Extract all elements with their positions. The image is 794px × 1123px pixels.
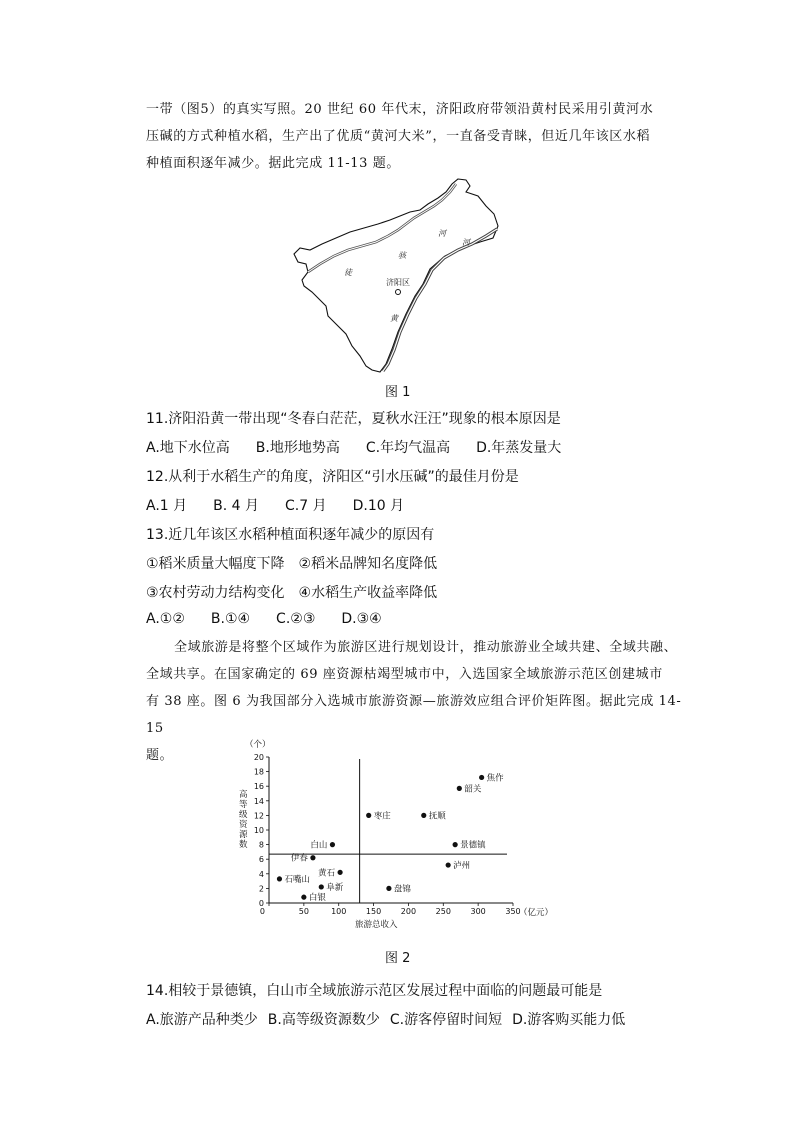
q11-option-b[interactable]: B.地形地势高: [255, 440, 340, 456]
point-label: 枣庄: [373, 811, 391, 822]
intro-line-1: 一带（图5）的真实写照。20 世纪 60 年代末，济阳政府带领沿黄村民采用引黄河水: [146, 102, 654, 117]
point-label: 阜新: [326, 882, 344, 893]
tourism-line-1: 全域旅游是将整个区域作为旅游区进行规划设计，推动旅游业全域共建、全域共融、: [174, 640, 678, 655]
point-label: 伊春: [290, 853, 308, 864]
y-tick-label: 6: [258, 855, 264, 865]
point-label: 泸州: [453, 861, 471, 872]
x-axis-label: 旅游总收入: [355, 920, 398, 930]
point-label: 白山: [310, 840, 328, 851]
y-tick-label: 20: [253, 753, 264, 762]
q13-option-b[interactable]: B.①④: [210, 611, 251, 627]
map-caption: 图 1: [385, 385, 411, 400]
point-label: 白银: [308, 893, 326, 904]
point-label: 盘锦: [393, 884, 411, 895]
point-枣庄: [366, 813, 371, 818]
q13-option-a[interactable]: A.①②: [146, 611, 185, 627]
jiyang-map: [290, 174, 500, 374]
y-tick-label: 4: [258, 869, 264, 879]
city-marker: [396, 290, 401, 295]
x-tick-label: 250: [435, 907, 451, 916]
y-tick-label: 0: [258, 899, 264, 908]
point-白银: [301, 895, 306, 900]
q14-options: [146, 1009, 625, 1029]
point-阜新: [319, 884, 324, 889]
city-label: 济阳区: [386, 278, 410, 287]
point-黄石: [338, 870, 343, 875]
y-tick-label: 12: [253, 811, 264, 821]
y-tick-label: 8: [258, 840, 264, 850]
q12-option-a[interactable]: A.1 月: [146, 498, 188, 514]
point-韶关: [457, 786, 462, 791]
x-tick-label-origin: 0: [259, 907, 265, 916]
point-白山: [330, 842, 335, 847]
q13-option-c[interactable]: C.②③: [276, 611, 316, 627]
tourism-line-4: 题。: [146, 748, 174, 763]
x-tick-label: 150: [365, 907, 382, 916]
q11-option-d[interactable]: D.年蒸发量大: [476, 440, 562, 456]
q11-option-a[interactable]: A.地下水位高: [146, 440, 230, 456]
x-tick-label: 200: [400, 907, 417, 916]
y-tick-label: 10: [253, 826, 264, 835]
tourism-line-2: 全域共享。在国家确定的 69 座资源枯竭型城市中，入选国家全域旅游示范区创建城市: [146, 667, 663, 682]
river-char-he-1: 河: [438, 229, 446, 238]
q13-stem: 13.近几年该区水稻种植面积逐年减少的原因有: [146, 527, 435, 543]
q11-options: [146, 437, 561, 457]
y-axis-unit: （个）: [245, 740, 271, 750]
q12-stem: 12.从利于水稻生产的角度，济阳区“引水压碱”的最佳月份是: [146, 469, 519, 485]
y-axis-label-char: 等: [239, 800, 248, 810]
point-label: 焦作: [486, 773, 504, 784]
point-景德镇: [453, 842, 458, 847]
q12-options: [146, 495, 404, 515]
intro-line-3: 种植面积逐年减少。据此完成 11-13 题。: [146, 156, 400, 171]
point-label: 景德镇: [460, 840, 486, 851]
q14-option-b[interactable]: B.高等级资源数少: [267, 1012, 380, 1028]
tourism-matrix-chart: [225, 735, 595, 935]
q12-option-c[interactable]: C.7 月: [285, 498, 327, 514]
point-石嘴山: [277, 876, 282, 881]
q14-option-c[interactable]: C.游客停留时间短: [389, 1012, 503, 1028]
point-焦作: [479, 775, 484, 780]
q12-option-d[interactable]: D.10 月: [352, 498, 405, 514]
q13-items-line-1: ①稻米质量大幅度下降 ②稻米品牌知名度降低: [146, 556, 438, 572]
q13-option-d[interactable]: D.③④: [341, 611, 382, 627]
point-盘锦: [386, 886, 391, 891]
y-tick-label: 14: [253, 796, 264, 806]
y-axis-label-char: 资: [239, 820, 248, 830]
chart-points: [277, 772, 504, 903]
y-axis-label-char: 源: [239, 830, 248, 840]
chart-caption: 图 2: [385, 951, 411, 966]
point-label: 韶关: [464, 784, 482, 795]
tourism-line-3: 有 38 座。图 6 为我国部分入选城市旅游资源—旅游效应组合评价矩阵图。据此完成 14-15: [146, 694, 682, 736]
river-char-huang: 黄: [390, 314, 398, 323]
y-axis-label-char: 级: [239, 810, 248, 820]
q14-stem: 14.相较于景德镇，白山市全域旅游示范区发展过程中面临的问题最可能是: [146, 983, 603, 999]
point-泸州: [446, 862, 451, 867]
y-axis-label: [239, 789, 248, 850]
river-char-tu: 徒: [344, 268, 352, 277]
x-tick-label: 50: [298, 907, 309, 916]
river-char-he-2: 河: [462, 238, 470, 247]
x-tick-label: 350: [505, 907, 521, 916]
y-tick-label: 2: [258, 884, 264, 894]
y-axis-label-char: 高: [239, 790, 248, 800]
point-伊春: [310, 855, 315, 860]
q12-option-b[interactable]: B. 4 月: [213, 498, 260, 514]
q13-options: [146, 611, 382, 627]
point-抚顺: [421, 813, 426, 818]
point-label: 黄石: [318, 868, 336, 879]
x-axis-unit: （亿元）: [519, 908, 554, 918]
x-tick-label: 100: [331, 907, 347, 916]
y-tick-label: 16: [253, 782, 264, 792]
q14-option-d[interactable]: D.游客购买能力低: [512, 1012, 626, 1028]
q11-stem: 11.济阳沿黄一带出现“冬春白茫茫，夏秋水汪汪”现象的根本原因是: [146, 411, 561, 427]
point-label: 石嘴山: [284, 874, 310, 885]
intro-passage: [146, 96, 686, 177]
y-tick-label: 18: [253, 767, 264, 777]
x-tick-label: 300: [470, 907, 486, 916]
point-label: 抚顺: [428, 811, 446, 822]
q14-option-a[interactable]: A.旅游产品种类少: [146, 1012, 258, 1028]
y-axis-label-char: 数: [239, 840, 248, 850]
intro-line-2: 压碱的方式种植水稻，生产出了优质“黄河大米”，一直备受青睐，但近几年该区水稻: [146, 129, 651, 144]
river-char-hai: 骇: [398, 251, 406, 260]
q13-items-line-2: ③农村劳动力结构变化 ④水稻生产收益率降低: [146, 585, 438, 601]
q11-option-c[interactable]: C.年均气温高: [365, 440, 451, 456]
